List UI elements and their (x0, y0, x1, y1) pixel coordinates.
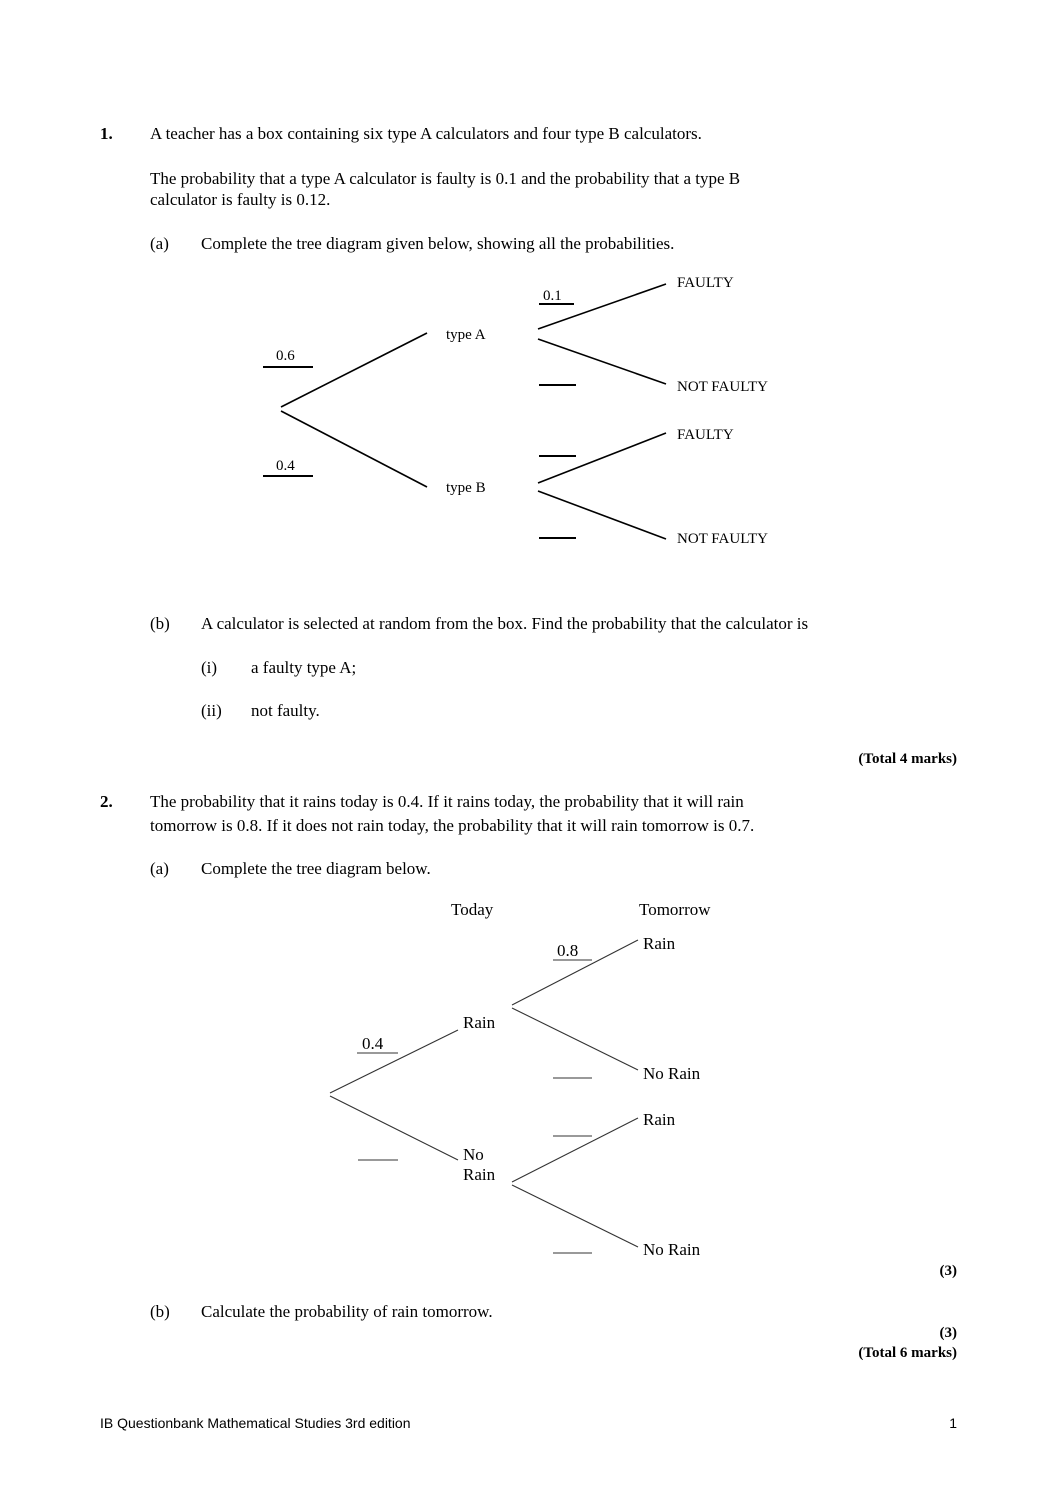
q1-intro: A teacher has a box containing six type A calculators and four type B calculators. (150, 124, 702, 143)
q1-leaf-b-not-faulty: NOT FAULTY (677, 531, 768, 547)
q1-leaf-a-not-faulty: NOT FAULTY (677, 379, 768, 395)
q2-branch-norain-norain (512, 1185, 638, 1247)
q1-sub-i-label: (i) (201, 658, 218, 677)
q2-line1: The probability that it rains today is 0.4. If it rains today, the probability that it will rain (150, 792, 744, 811)
footer-source: IB Questionbank Mathematical Studies 3rd edition (100, 1415, 411, 1431)
q2-prob-rain: 0.4 (362, 1034, 384, 1053)
q2-part-b-label: (b) (150, 1302, 170, 1321)
q2-number: 2. (100, 792, 113, 811)
q1-sub-ii-text: not faulty. (251, 701, 320, 720)
q2-line2: tomorrow is 0.8. If it does not rain today, the probability that it will rain tomorrow is 0.7. (150, 816, 755, 835)
q2-header-tomorrow: Tomorrow (639, 900, 711, 919)
q2-leaf-norain-2: No Rain (643, 1240, 701, 1259)
q2-marks-b: (3) (939, 1325, 957, 1341)
q1-part-b-text: A calculator is selected at random from the box. Find the probability that the calculator is (201, 614, 809, 633)
q1-node-type-a: type A (446, 327, 486, 343)
q2-branch-rain (330, 1030, 458, 1093)
q1-prob-a: 0.6 (276, 348, 295, 364)
q2-part-a-text: Complete the tree diagram below. (201, 859, 431, 878)
q1-number: 1. (100, 124, 113, 143)
q2-branch-rain-norain (512, 1008, 638, 1070)
q2-marks-a: (3) (939, 1263, 957, 1279)
q1-leaf-a-faulty: FAULTY (677, 275, 734, 291)
q1-sub-ii-label: (ii) (201, 701, 222, 720)
q2-part-b-text: Calculate the probability of rain tomorrow. (201, 1302, 493, 1321)
q2-header-today: Today (451, 900, 494, 919)
q2-leaf-rain-1: Rain (643, 934, 676, 953)
q2-node-no-rain: Rain (463, 1165, 496, 1184)
q1-part-b-label: (b) (150, 614, 170, 633)
q1-leaf-b-faulty: FAULTY (677, 427, 734, 443)
q2-prob-rain-rain: 0.8 (557, 941, 579, 960)
q1-prob-a-faulty: 0.1 (543, 288, 562, 304)
q1-total-marks: (Total 4 marks) (858, 751, 957, 767)
q1-node-type-b: type B (446, 480, 486, 496)
q1-part-a-text: Complete the tree diagram given below, showing all the probabilities. (201, 234, 675, 253)
q2-branch-norain-rain (512, 1118, 638, 1182)
q2-total-marks: (Total 6 marks) (858, 1345, 957, 1361)
q2-branch-no-rain (330, 1096, 458, 1160)
q1-prob-b: 0.4 (276, 458, 295, 474)
q2-leaf-norain-1: No Rain (643, 1064, 701, 1083)
footer-page-number: 1 (949, 1415, 957, 1431)
q1-probs-line2: calculator is faulty is 0.12. (150, 190, 331, 209)
q2-node-no: No (463, 1145, 484, 1164)
q2-node-rain: Rain (463, 1013, 496, 1032)
q1-sub-i-text: a faulty type A; (251, 658, 357, 677)
q1-probs-line1: The probability that a type A calculator is faulty is 0.1 and the probability that a type B (150, 169, 741, 188)
q1-part-a-label: (a) (150, 234, 169, 253)
q2-part-a-label: (a) (150, 859, 169, 878)
q2-leaf-rain-2: Rain (643, 1110, 676, 1129)
